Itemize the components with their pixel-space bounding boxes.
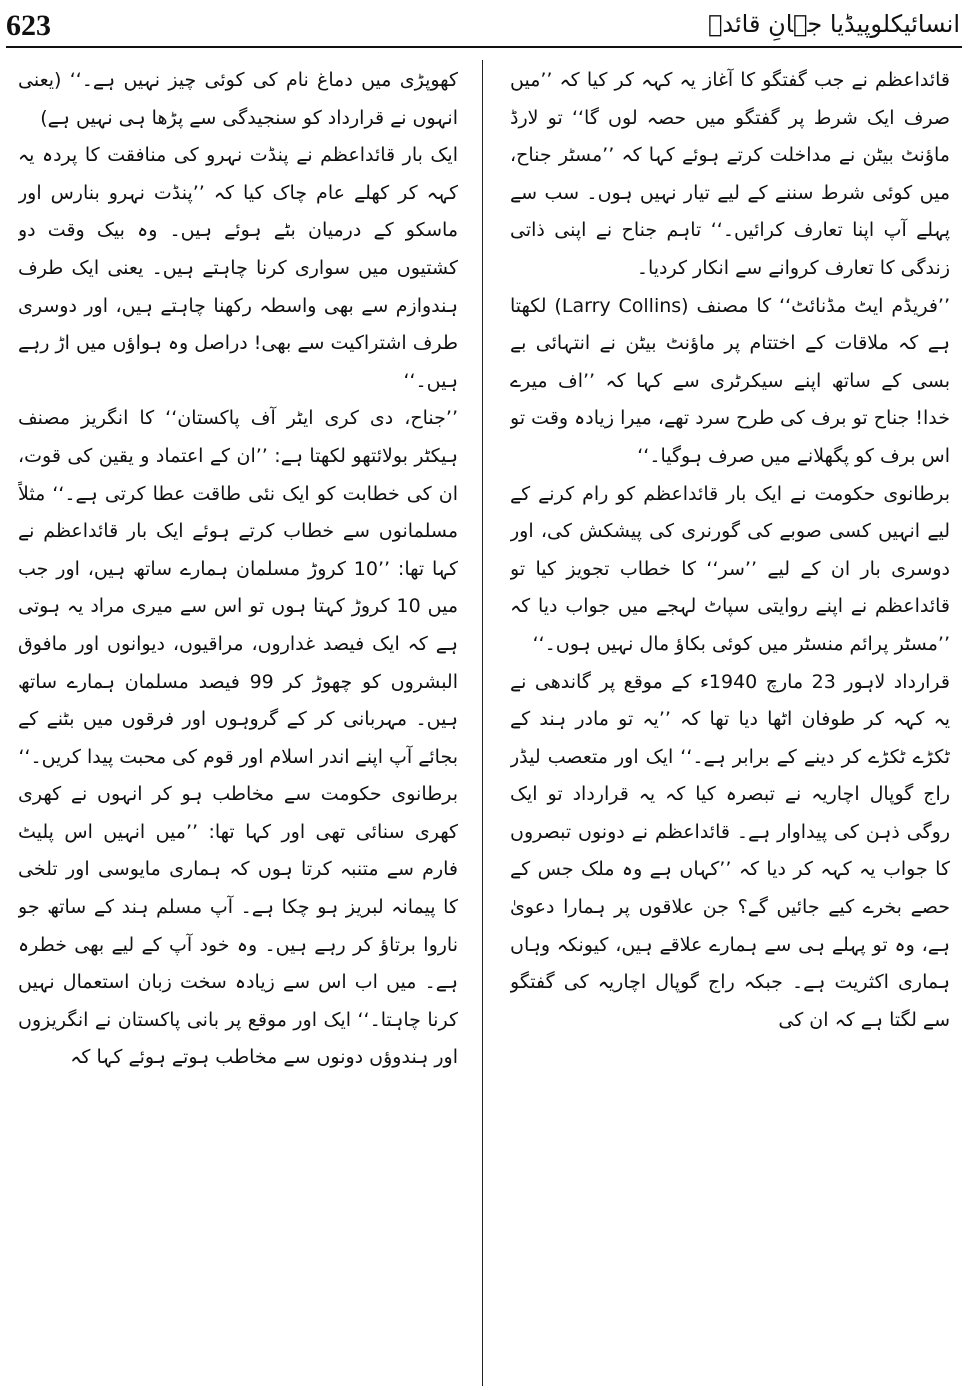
header-rule bbox=[6, 46, 962, 48]
right-column bbox=[510, 62, 950, 1384]
paragraph: برطانوی حکومت نے ایک بار قائداعظم کو رام کرنے کے لیے انہیں کسی صوبے کی گورنری کی پیشکش کی، اور دوسری بار ان کے لیے ’’سر‘‘ کا خطاب تجویز کیا تو قائداعظم نے اپنے روایتی سپاٹ لہجے میں جواب دیا کہ ’’مسٹر پرائم منسٹر میں کوئی بکاؤ مال نہیں ہوں۔‘‘ bbox=[510, 482, 950, 655]
paragraph: قرارداد لاہور 23 مارچ 1940ء کے موقع پر گاندھی نے یہ کہہ کر طوفان اٹھا دیا تھا کہ ’’یہ تو مادر ہند کے ٹکڑے ٹکڑے کر دینے کے برابر ہے۔‘‘ ایک اور متعصب لیڈر راج گوپال اچاریہ نے تبصرہ کیا کہ یہ قرارداد تو ایک روگی ذہن کی پیداوار ہے۔ قائداعظم نے دونوں تبصروں کا جواب یہ کہہ کر دیا کہ ’’کہاں ہے وہ ملک جس کے حصے بخرے کیے جائیں گے؟ جن علاقوں پر ہمارا دعویٰ ہے، وہ تو پہلے ہی سے ہمارے علاقے ہیں، کیونکہ وہاں ہماری اکثریت ہے۔ جبکہ راج گوپال اچاریہ کی گفتگو سے لگتا ہے کہ ان کی bbox=[510, 670, 950, 1031]
paragraph: ’’فریڈم ایٹ مڈنائٹ‘‘ کا مصنف (Larry Collins) لکھتا ہے کہ ملاقات کے اختتام پر ماؤنٹ بیٹن نے انتہائی بے بسی کے ساتھ اپنے سیکرٹری سے کہا کہ ’’اف میرے خدا! جناح تو برف کی طرح سرد تھے، میرا زیادہ وقت تو اس برف کو پگھلانے میں صرف ہوگیا۔‘‘ bbox=[510, 294, 950, 467]
left-column bbox=[18, 62, 458, 1384]
paragraph: برطانوی حکومت سے مخاطب ہو کر انہوں نے کھری کھری سنائی تھی اور کہا تھا: ’’میں انہیں اس پلیٹ فارم سے متنبہ کرتا ہوں کہ ہماری مایوسی اور تلخی کا پیمانہ لبریز ہو چکا ہے۔ آپ مسلم ہند کے ساتھ جو ناروا برتاؤ کر رہے ہیں۔ وہ خود آپ کے لیے بھی خطرہ ہے۔ میں اب اس سے زیادہ سخت زبان استعمال نہیں کرنا چاہتا۔‘‘ ایک اور موقع پر بانی پاکستان نے انگریزوں اور ہندوؤں دونوں سے مخاطب ہوتے ہوئے کہا کہ bbox=[18, 783, 458, 1069]
paragraph: قائداعظم نے جب گفتگو کا آغاز یہ کہہ کر کیا کہ ’’میں صرف ایک شرط پر گفتگو میں حصہ لوں گا‘‘ تو لارڈ ماؤنٹ بیٹن نے مداخلت کرتے ہوئے کہا کہ ’’مسٹر جناح، میں کوئی شرط سننے کے لیے تیار نہیں ہوں۔ سب سے پہلے آپ اپنا تعارف کرائیں۔‘‘ تاہم جناح نے اپنی ذاتی زندگی کا تعارف کروانے سے انکار کردیا۔ bbox=[510, 69, 950, 279]
paragraph: کھوپڑی میں دماغ نام کی کوئی چیز نہیں ہے۔‘‘ (یعنی انہوں نے قرارداد کو سنجیدگی سے پڑھا ہی نہیں ہے) bbox=[18, 69, 458, 129]
paragraph: ایک بار قائداعظم نے پنڈت نہرو کی منافقت کا پردہ یہ کہہ کر کھلے عام چاک کیا کہ ’’پنڈت نہرو بنارس اور ماسکو کے درمیان بٹے ہوئے ہیں۔ وہ بیک وقت دو کشتیوں میں سواری کرنا چاہتے ہیں۔ یعنی ایک طرف ہندوازم سے بھی واسطہ رکھنا چاہتے ہیں، اور دوسری طرف اشتراکیت سے بھی! دراصل وہ ہواؤں میں اڑ رہے ہیں۔‘‘ bbox=[18, 144, 458, 392]
running-title: انسائیکلوپیڈیا جہانِ قائدؒ bbox=[708, 10, 960, 38]
page-number: 623 bbox=[6, 9, 51, 42]
column-divider bbox=[482, 60, 483, 1386]
page-header bbox=[0, 0, 968, 52]
paragraph: ’’جناح، دی کری ایٹر آف پاکستان‘‘ کا انگریز مصنف ہیکٹر بولائتھو لکھتا ہے: ’’ان کے اعتماد و یقین کی قوت، ان کی خطابت کو ایک نئی طاقت عطا کرتی ہے۔‘‘ مثلاً مسلمانوں سے خطاب کرتے ہوئے ایک بار قائداعظم نے کہا تھا: ’’10 کروڑ مسلمان ہمارے ساتھ ہیں، اور جب میں 10 کروڑ کہتا ہوں تو اس سے میری مراد یہ ہوتی ہے کہ ایک فیصد غداروں، مراقیوں، دیوانوں اور مافوق البشروں کو چھوڑ کر 99 فیصد مسلمان ہمارے ساتھ ہیں۔ مہربانی کر کے گروہوں اور فرقوں میں بٹنے کے بجائے آپ اپنے اندر اسلام اور قوم کی محبت پیدا کریں۔‘‘ bbox=[18, 407, 458, 768]
